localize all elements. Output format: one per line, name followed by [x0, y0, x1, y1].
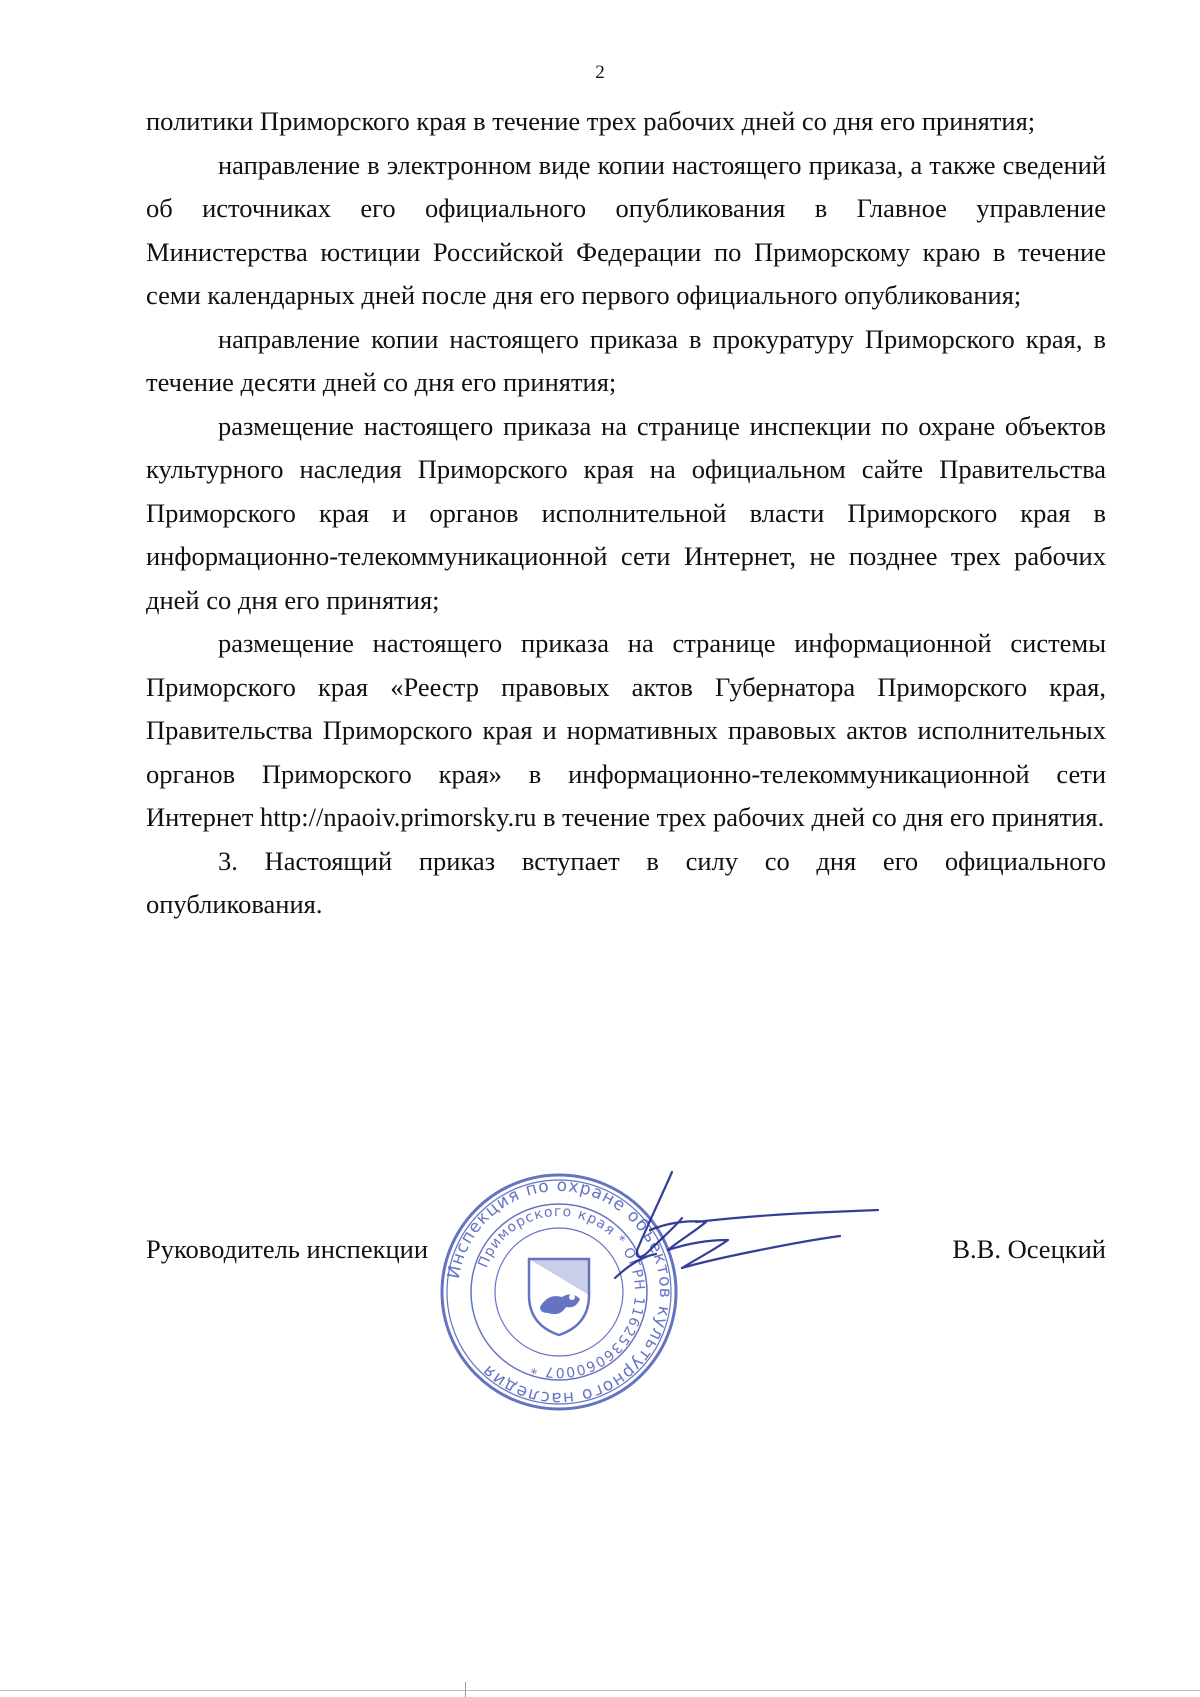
paragraph-registry: размещение настоящего приказа на странице информационной системы Приморского края «Реестр правовых актов Губернатора Приморского края, Правительства Приморского края и нормативных правовых актов исполнительных органов Приморского края» в информационно-телекоммуникационной сети Интернет http://npaoiv.primorsky.ru в течение трех рабочих дней со дня его принятия. — [146, 628, 1106, 832]
paragraph-inspection-page: размещение настоящего приказа на странице инспекции по охране объектов культурного наследия Приморского края на официальном сайте Правительства Приморского края и органов исполнительной власти Приморского края в информационно-телекоммуникационной сети Интернет, не позднее трех рабочих дней со дня его принятия; — [146, 410, 1106, 615]
paragraph-continuation: политики Приморского края в течение трех рабочих дней со дня его принятия; — [146, 106, 1036, 136]
paragraph-effective-date: 3. Настоящий приказ вступает в силу со дня его официального опубликования. — [146, 845, 1106, 919]
svg-text:Приморского края * ОГРН 116253: Приморского края * ОГРН 1162536060007 * — [475, 1203, 648, 1381]
paragraph-prosecutor: направление копии настоящего приказа в прокуратуру Приморского края, в течение десяти дней со дня его принятия; — [146, 323, 1106, 397]
svg-text:Инспекция по охране объектов к: Инспекция по охране объектов культурного наследия — [443, 1175, 676, 1409]
document-body — [146, 100, 1106, 927]
signatory-name: В.В. Осецкий — [952, 1234, 1106, 1264]
handwritten-signature — [610, 1160, 910, 1310]
signatory-title: Руководитель инспекции — [146, 1234, 429, 1264]
coat-of-arms-icon — [529, 1259, 589, 1335]
page-number: 2 — [595, 62, 605, 83]
scan-edge-tick — [465, 1682, 466, 1697]
scan-edge-line — [0, 1690, 1200, 1691]
paragraph-ministry-of-justice: направление в электронном виде копии настоящего приказа, а также сведений об источниках его официального опубликования в Главное управление Министерства юстиции Российской Федерации по Приморскому краю в течение семи календарных дней после дня его первого официального опубликования; — [146, 149, 1106, 310]
